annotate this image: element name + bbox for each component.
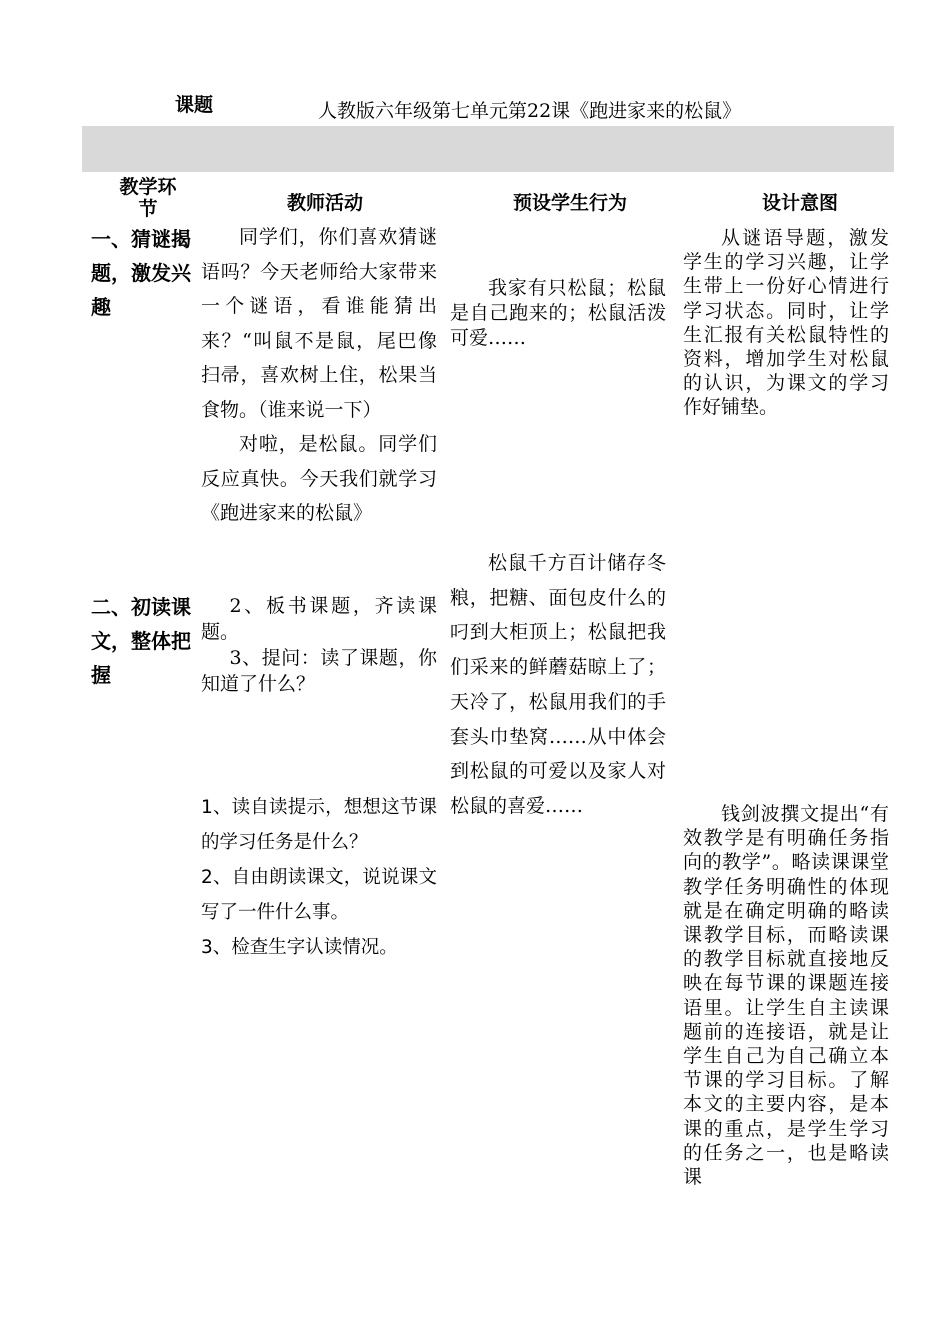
design-intent-2: 钱剑波撰文提出“有效教学是有明确任务指向的教学”。略读课课堂教学任务明确性的体现就是在确定明确的略读课教学目标，而略读课的教学目标就直接地反映在每节课的课题连接语里。让学生自主读课题前的连接语，就是让学生自己为自己确立本节课的学习目标。了解本文的主要内容，是本课的重点，是学生学习的任务之一，也是略读课 <box>683 803 889 1189</box>
teacher-task-read-prompt: 1、读自读提示，想想这节课的学习任务是什么？ <box>201 797 437 853</box>
teacher-activity-block-1 <box>201 220 437 531</box>
student-behavior-block-1 <box>450 276 666 351</box>
teacher-task-check-words: 3、检查生字认读情况。 <box>201 937 398 958</box>
column-header-teacher: 教师活动 <box>286 192 363 214</box>
design-intent-block-2 <box>683 802 889 1189</box>
column-header-student: 预设学生行为 <box>512 192 627 214</box>
column-header-intent: 设计意图 <box>761 192 838 214</box>
teacher-activity-block-3 <box>201 790 437 965</box>
teacher-task-read-aloud: 2、自由朗读课文，说说课文写了一件什么事。 <box>201 867 437 923</box>
teacher-step-question: 3、提问：读了课题，你知道了什么？ <box>201 647 437 695</box>
stage-one-label: 一、猜谜揭题，激发兴趣 <box>91 227 191 319</box>
teacher-riddle-paragraph: 同学们，你们喜欢猜谜语吗？今天老师给大家带来一个谜语，看谁能猜出来？“叫鼠不是鼠，尾巴像扫帚，喜欢树上住，松果当食物。（谁来说一下） <box>201 226 437 421</box>
design-intent-block-1 <box>683 226 889 420</box>
header-gray-bar <box>82 126 894 172</box>
student-behavior-1: 我家有只松鼠；松鼠是自己跑来的；松鼠活泼可爱…… <box>450 277 666 349</box>
subject-label: 课题 <box>175 94 214 116</box>
teacher-step-board-title: 2、板书课题，齐读课题。 <box>201 595 437 643</box>
student-behavior-2: 松鼠千方百计储存冬粮，把糖、面包皮什么的叼到大柜顶上；松鼠把我们采来的鲜蘑菇晾上了；天冷了，松鼠用我们的手套头巾垫窝……从中体会到松鼠的可爱以及家人对松鼠的喜爱…… <box>450 552 666 817</box>
lesson-title: 人教版六年级第七单元第22课《跑进家来的松鼠》 <box>318 100 742 122</box>
design-intent-1: 从谜语导题，激发学生的学习兴趣，让学生带上一份好心情进行学习状态。同时，让学生汇报有关松鼠特性的资料，增加学生对松鼠的认识，为课文的学习作好铺垫。 <box>683 227 889 419</box>
column-header-stage: 教学环节 <box>119 176 177 220</box>
stage-two-label: 二、初读课文，整体把握 <box>91 595 191 687</box>
teacher-answer-paragraph: 对啦，是松鼠。同学们反应真快。今天我们就学习《跑进家来的松鼠》 <box>201 433 437 524</box>
teacher-activity-block-2 <box>201 593 437 697</box>
student-behavior-block-2 <box>450 546 666 824</box>
